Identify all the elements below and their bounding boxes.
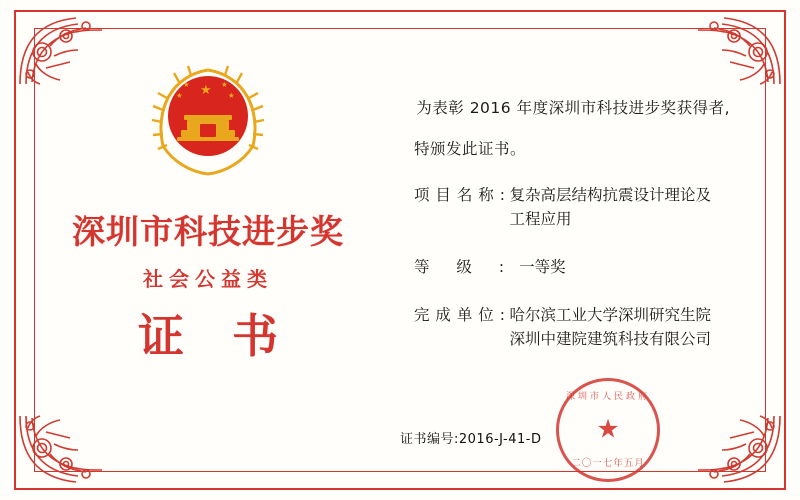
china-national-emblem-icon	[143, 58, 273, 188]
field-label: 完 成 单 位 :	[414, 306, 506, 325]
svg-text:★: ★	[200, 83, 212, 98]
field-value-line-1: 复杂高层结构抗震设计理论及	[509, 186, 711, 204]
field-label: 项 目 名 称 :	[414, 186, 506, 204]
seal-bottom-text: 二〇一七年五月	[571, 458, 645, 469]
citation-line-2: 特颁发此证书。	[414, 140, 527, 158]
svg-text:★: ★	[183, 80, 190, 89]
field-value	[509, 183, 711, 231]
award-category: 社会公益类	[143, 267, 273, 291]
seal-star-icon: ★	[596, 414, 620, 445]
field-grade	[414, 255, 730, 279]
seal-top-text: 深圳市人民政府	[565, 392, 650, 402]
citation-line-1: 为表彰 2016 年度深圳市科技进步奖获得者,	[416, 99, 730, 117]
official-seal-stamp	[556, 378, 660, 482]
certificate-word: 证 书	[137, 309, 294, 363]
certificate-title-block	[48, 52, 368, 392]
field-label: 等 级 :	[414, 258, 516, 277]
field-project-name	[414, 183, 730, 231]
page-title: 深圳市科技进步奖	[72, 212, 344, 251]
field-value-line-2: 深圳中建院建筑科技有限公司	[509, 330, 711, 349]
corner-ornament-icon	[692, 12, 784, 88]
corner-ornament-icon	[16, 412, 108, 488]
field-value	[509, 303, 711, 351]
field-value-line-1: 哈尔滨工业大学深圳研究生院	[509, 306, 711, 325]
certificate-serial-number: 证书编号:2016-J-41-D	[400, 432, 542, 447]
svg-text:★: ★	[221, 80, 228, 89]
field-value-line-1: 一等奖	[519, 258, 566, 277]
field-value	[519, 255, 566, 279]
corner-ornament-icon	[692, 412, 784, 488]
svg-text:★: ★	[228, 91, 235, 100]
field-completing-units	[414, 303, 730, 351]
field-value-line-2: 工程应用	[509, 210, 572, 229]
certificate-body	[390, 96, 730, 351]
svg-text:★: ★	[176, 91, 183, 100]
